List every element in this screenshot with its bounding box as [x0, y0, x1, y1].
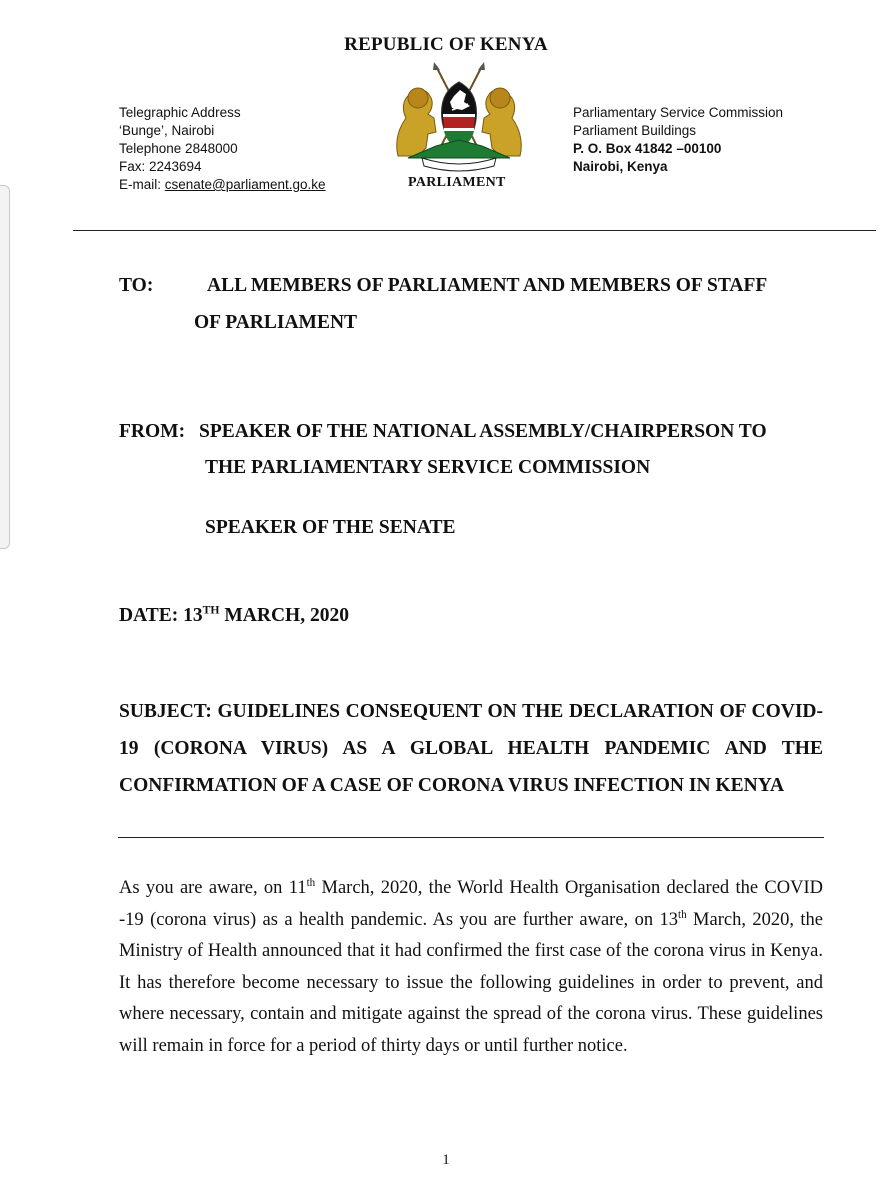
letterhead-right-address	[573, 104, 783, 176]
page-number: 1	[442, 1152, 450, 1168]
republic-heading: REPUBLIC OF KENYA	[344, 34, 548, 55]
subject-divider	[118, 837, 824, 838]
body-text-part-1: As you are aware, on 11	[119, 878, 307, 898]
body-text-part-3: March, 2020, the Ministry of Health announced that it had confirmed the first case of the corona virus in Kenya. It has therefore become necessary to issue the following guidelines in order to prevent, and where necessary, contain and mitigate against the spread of the corona virus. These guidelines will remain in force for a period of thirty days or until further notice.	[119, 909, 823, 1056]
to-label: TO:	[119, 275, 154, 296]
from-label: FROM:	[119, 421, 186, 442]
from-line-3: SPEAKER OF THE SENATE	[205, 517, 456, 538]
date-rest: MARCH, 2020	[219, 605, 349, 626]
fax: Fax: 2243694	[119, 159, 202, 174]
to-line-1: ALL MEMBERS OF PARLIAMENT AND MEMBERS OF STAFF	[207, 275, 768, 296]
telegraphic-address: Telegraphic Address	[119, 105, 241, 120]
body-text-part-2: March, 2020, the World Health Organisation declared the COVID -19 (corona virus) as a health pandemic. As you are further aware, on 13	[119, 878, 823, 930]
email-label: E-mail:	[119, 177, 165, 192]
po-box: P. O. Box 41842 –00100	[573, 141, 722, 156]
header-divider	[73, 230, 876, 231]
letterhead-left-address	[119, 104, 326, 194]
from-line-1: SPEAKER OF THE NATIONAL ASSEMBLY/CHAIRPERSON TO	[199, 421, 767, 442]
from-line-2: THE PARLIAMENTARY SERVICE COMMISSION	[205, 457, 651, 478]
telegraphic-bunge: ‘Bunge’, Nairobi	[119, 123, 215, 138]
telephone: Telephone 2848000	[119, 141, 238, 156]
date-line	[119, 605, 349, 627]
parliament-label: PARLIAMENT	[408, 175, 506, 190]
parliament-buildings: Parliament Buildings	[573, 123, 697, 138]
body-superscript-1: th	[306, 876, 316, 889]
email-line	[119, 176, 326, 194]
subject-heading: SUBJECT: GUIDELINES CONSEQUENT ON THE DECLARATION OF COVID-19 (CORONA VIRUS) AS A GLOBAL HEALTH PANDEMIC AND THE CONFIRMATION OF A CASE OF CORONA VIRUS INFECTION IN KENYA	[119, 701, 823, 796]
viewer-edge-tab[interactable]	[0, 185, 10, 549]
coat-of-arms-icon	[388, 60, 530, 172]
city: Nairobi, Kenya	[573, 159, 668, 174]
date-label: DATE: 13	[119, 605, 203, 626]
date-superscript: TH	[202, 603, 220, 617]
commission-name: Parliamentary Service Commission	[573, 105, 784, 120]
to-line-2: OF PARLIAMENT	[194, 312, 358, 333]
body-superscript-2: th	[677, 908, 687, 921]
body-paragraph	[119, 873, 823, 1062]
email-link[interactable]: csenate@parliament.go.ke	[164, 177, 326, 192]
